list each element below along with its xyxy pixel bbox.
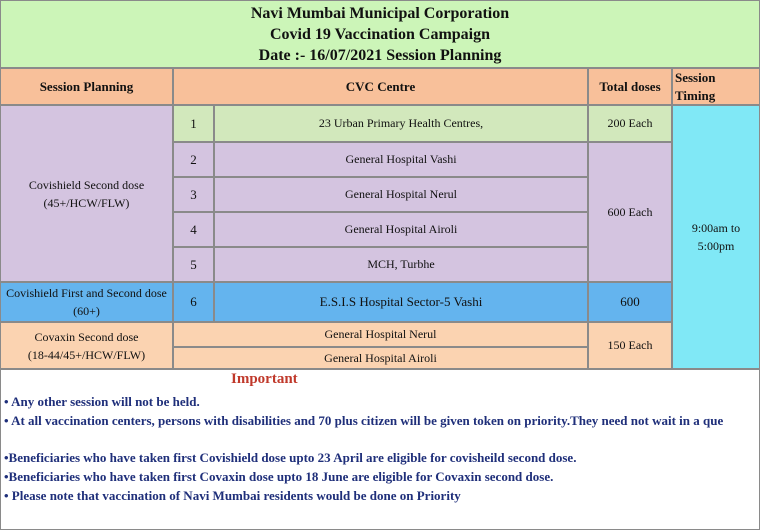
note-item: •Beneficiaries who have taken first Covaxin dose upto 18 June are eligible for Covaxin second dose.	[4, 469, 554, 484]
header-session-timing: Session Timing	[672, 68, 760, 105]
centre-cell: General Hospital Nerul	[173, 322, 588, 347]
centre-cell: General Hospital Vashi	[214, 142, 588, 177]
centre-cell: General Hospital Airoli	[214, 212, 588, 247]
org-name: Navi Mumbai Municipal Corporation	[250, 5, 510, 22]
row-number: 2	[173, 142, 214, 177]
row-number: 3	[173, 177, 214, 212]
notice-header	[0, 0, 760, 68]
row-number: 1	[173, 105, 214, 142]
doses-cell: 600	[588, 282, 672, 322]
centre-cell: 23 Urban Primary Health Centres,	[214, 105, 588, 142]
note-item: • Please note that vaccination of Navi Mumbai residents would be done on Priority	[4, 488, 461, 503]
important-title: Important	[231, 371, 298, 387]
campaign-title: Covid 19 Vaccination Campaign	[269, 26, 491, 43]
doses-cell: 200 Each	[588, 105, 672, 142]
note-item: • At all vaccination centers, persons with disabilities and 70 plus citizen will be given token on priority.They need not wait in a que	[4, 413, 724, 428]
row-number: 4	[173, 212, 214, 247]
row-number: 6	[173, 282, 214, 322]
centre-cell: General Hospital Nerul	[214, 177, 588, 212]
centre-cell: E.S.I.S Hospital Sector-5 Vashi	[214, 282, 588, 322]
group-covishield-second: Covishield Second dose (45+/HCW/FLW)	[0, 105, 173, 282]
note-item: •Beneficiaries who have taken first Covishield dose upto 23 April are eligible for covisheild second dose.	[4, 450, 577, 465]
group-covaxin-second: Covaxin Second dose (18-44/45+/HCW/FLW)	[0, 322, 173, 369]
header-total-doses: Total doses	[588, 68, 672, 105]
important-notes	[0, 369, 760, 530]
header-session-planning: Session Planning	[0, 68, 173, 105]
session-timing-cell: 9:00am to 5:00pm	[672, 105, 760, 369]
centre-cell: MCH, Turbhe	[214, 247, 588, 282]
note-item: • Any other session will not be held.	[4, 394, 200, 409]
group-covishield-60plus: Covishield First and Second dose (60+)	[0, 282, 173, 322]
doses-cell: 150 Each	[588, 322, 672, 369]
header-cvc-centre: CVC Centre	[173, 68, 588, 105]
doses-cell: 600 Each	[588, 142, 672, 282]
row-number: 5	[173, 247, 214, 282]
centre-cell: General Hospital Airoli	[173, 347, 588, 369]
date-line: Date :- 16/07/2021 Session Planning	[258, 47, 502, 64]
